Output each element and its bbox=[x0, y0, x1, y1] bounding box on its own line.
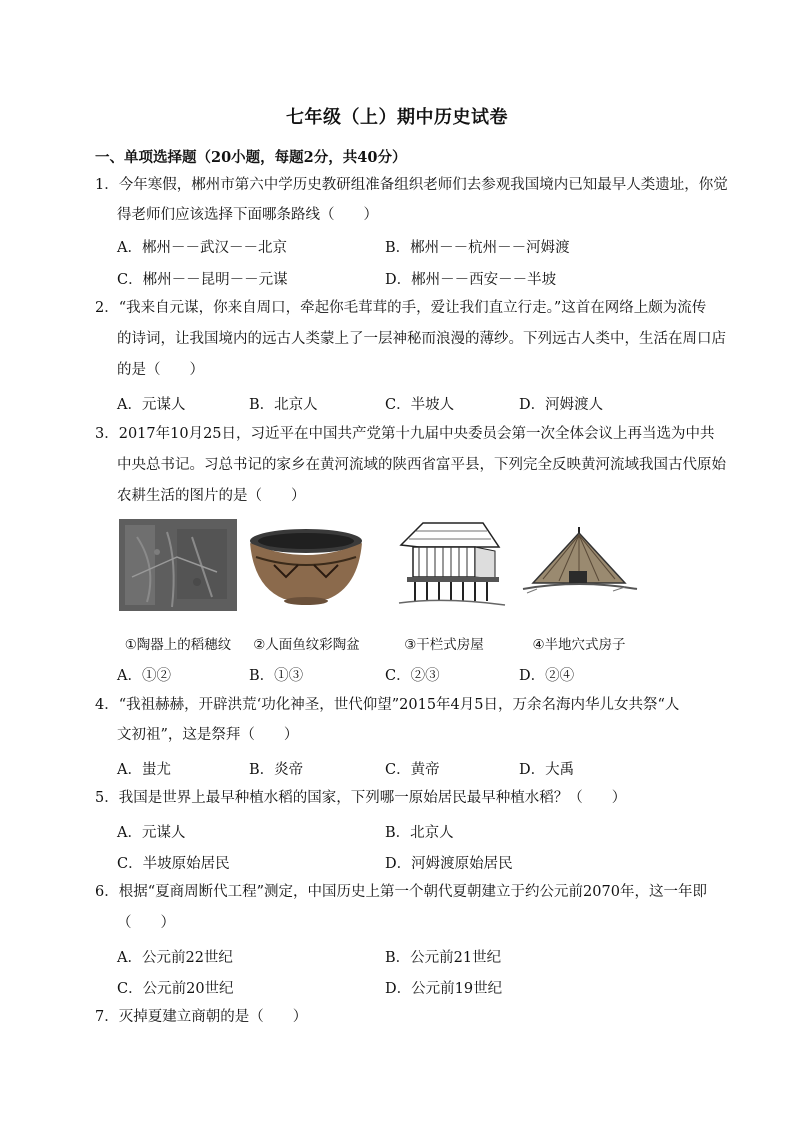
question-2-option-a[interactable]: A．元谋人 bbox=[117, 397, 186, 413]
question-2-option-b[interactable]: B．北京人 bbox=[249, 397, 318, 413]
question-1-line-1: 1．今年寒假，郴州市第六中学历史教研组准备组织老师们去参观我国境内已知最早人类遗址，你觉 bbox=[95, 177, 728, 193]
question-2-option-c[interactable]: C．半坡人 bbox=[385, 397, 455, 413]
section-heading: 一、单项选择题（20小题，每题2分，共40分） bbox=[95, 149, 407, 166]
figure-1-caption: ①陶器上的稻穗纹 bbox=[124, 637, 232, 653]
question-6-option-b[interactable]: B．公元前21世纪 bbox=[385, 950, 502, 966]
question-4-line-2: 文初祖”，这是祭拜（ ） bbox=[117, 727, 299, 743]
rice-pattern-pottery-image bbox=[117, 517, 239, 613]
question-3-option-a[interactable]: A．①② bbox=[117, 668, 171, 684]
question-4-option-c[interactable]: C．黄帝 bbox=[385, 762, 440, 778]
question-4-option-d[interactable]: D．大禹 bbox=[519, 762, 575, 778]
question-3-option-d[interactable]: D．②④ bbox=[519, 668, 575, 684]
figure-semi-subterranean-house bbox=[513, 517, 645, 653]
question-2-option-d[interactable]: D．河姆渡人 bbox=[519, 397, 604, 413]
semi-subterranean-house-image bbox=[513, 517, 645, 613]
question-2-line-3: 的是（ ） bbox=[117, 362, 204, 378]
question-5-option-a[interactable]: A．元谋人 bbox=[117, 825, 186, 841]
question-6-option-c[interactable]: C．公元前20世纪 bbox=[117, 981, 234, 997]
question-3-option-c[interactable]: C．②③ bbox=[385, 668, 440, 684]
figure-stilt-house bbox=[379, 517, 509, 653]
pottery-basin-image bbox=[244, 517, 369, 613]
question-5-option-d[interactable]: D．河姆渡原始居民 bbox=[385, 856, 513, 872]
question-1-option-c[interactable]: C．郴州－－昆明－－元谋 bbox=[117, 272, 288, 288]
question-4-option-a[interactable]: A．蚩尤 bbox=[117, 762, 171, 778]
question-2-line-2: 的诗词，让我国境内的远古人类蒙上了一层神秘而浪漫的薄纱。下列远古人类中，生活在周口店 bbox=[117, 331, 726, 347]
figure-3-caption: ③干栏式房屋 bbox=[404, 637, 484, 653]
question-3-line-2: 中央总书记。习总书记的家乡在黄河流域的陕西省富平县，下列完全反映黄河流域我国古代原始 bbox=[117, 457, 726, 473]
question-6-option-a[interactable]: A．公元前22世纪 bbox=[117, 950, 233, 966]
question-5-option-c[interactable]: C．半坡原始居民 bbox=[117, 856, 230, 872]
question-6-line-1: 6．根据“夏商周断代工程”测定，中国历史上第一个朝代夏朝建立于约公元前2070年，这一年即 bbox=[95, 884, 707, 900]
question-1-line-2: 得老师们应该选择下面哪条路线（ ） bbox=[117, 207, 378, 223]
question-7-line-1: 7．灭掉夏建立商朝的是（ ） bbox=[95, 1009, 308, 1025]
question-3-option-b[interactable]: B．①③ bbox=[249, 668, 304, 684]
question-6-line-2: （ ） bbox=[117, 915, 175, 931]
question-3-figures bbox=[117, 517, 645, 653]
stilt-house-image bbox=[379, 517, 509, 613]
figure-4-caption: ④半地穴式房子 bbox=[532, 637, 626, 653]
figure-pottery-basin bbox=[244, 517, 369, 653]
figure-rice-pattern bbox=[117, 517, 239, 653]
question-3-line-3: 农耕生活的图片的是（ ） bbox=[117, 488, 306, 504]
question-3-line-1: 3．2017年10月25日，习近平在中国共产党第十九届中央委员会第一次全体会议上再当选为中共 bbox=[95, 426, 715, 442]
question-4-line-1: 4．“我祖赫赫，开辟洪荒‘功化神圣，世代仰望”2015年4月5日，万余名海内华儿女共祭“人 bbox=[95, 697, 680, 713]
question-1-option-b[interactable]: B．郴州－－杭州－－河姆渡 bbox=[385, 240, 570, 256]
question-1-option-d[interactable]: D．郴州－－西安－－半坡 bbox=[385, 272, 557, 288]
question-1-option-a[interactable]: A．郴州－－武汉－－北京 bbox=[117, 240, 287, 256]
question-6-option-d[interactable]: D．公元前19世纪 bbox=[385, 981, 503, 997]
page-title: 七年级（上）期中历史试卷 bbox=[286, 107, 508, 128]
question-2-line-1: 2．“我来自元谋，你来自周口，牵起你毛茸茸的手，爱让我们直立行走。”这首在网络上颇为流传 bbox=[95, 300, 707, 316]
figure-2-caption: ②人面鱼纹彩陶盆 bbox=[253, 637, 360, 653]
question-5-line-1: 5．我国是世界上最早种植水稻的国家，下列哪一原始居民最早种植水稻？（ ） bbox=[95, 790, 627, 806]
question-5-option-b[interactable]: B．北京人 bbox=[385, 825, 454, 841]
question-4-option-b[interactable]: B．炎帝 bbox=[249, 762, 304, 778]
